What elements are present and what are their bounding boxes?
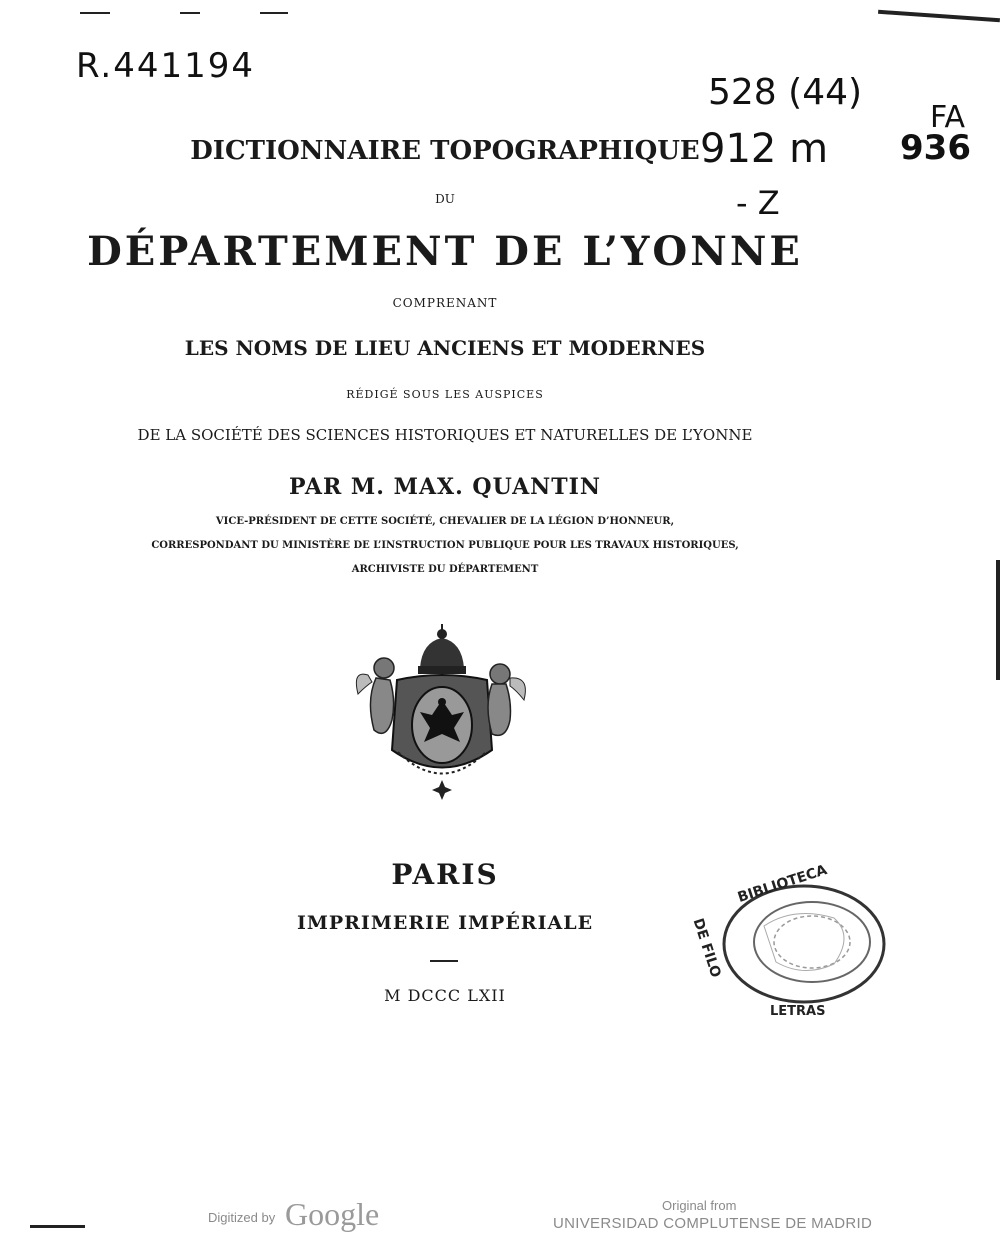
handwritten-code-3: - Z: [736, 184, 780, 222]
institution-label: UNIVERSIDAD COMPLUTENSE DE MADRID: [553, 1215, 873, 1232]
digitized-by-label: Digitized by: [208, 1210, 276, 1225]
societe-line: DE LA SOCIÉTÉ DES SCIENCES HISTORIQUES ET NATURELLES DE L’YONNE: [137, 426, 753, 444]
year: M DCCC LXII: [384, 986, 506, 1005]
scan-mark-top-3: [260, 12, 288, 14]
handwritten-shelfmark: R.441194: [76, 46, 256, 86]
credential-line-2: CORRESPONDANT DU MINISTÈRE DE L’INSTRUCTION PUBLIQUE POUR LES TRAVAUX HISTORIQUES,: [151, 540, 739, 551]
credential-line-3: ARCHIVISTE DU DÉPARTEMENT: [351, 564, 539, 575]
original-from-label: Original from: [662, 1198, 737, 1213]
google-logo: Google: [285, 1196, 380, 1232]
handwritten-code-4-line1: FA: [930, 100, 966, 135]
title-line-1: DICTIONNAIRE TOPOGRAPHIQUE: [190, 136, 700, 166]
subtitle: LES NOMS DE LIEU ANCIENS ET MODERNES: [184, 336, 706, 360]
scan-mark-top-2: [180, 12, 200, 14]
handwritten-code-2: 912 m: [700, 126, 829, 172]
imprint-divider: [430, 960, 458, 962]
imperial-emblem-icon: [352, 620, 532, 805]
redige-label: RÉDIGÉ SOUS LES AUSPICES: [346, 388, 544, 401]
scan-mark-bottom-left: [30, 1225, 85, 1228]
scan-mark-top-1: [80, 12, 110, 14]
comprenant-label: COMPRENANT: [392, 296, 498, 310]
scan-mark-top-right: [878, 10, 1000, 23]
title-main: DÉPARTEMENT DE L’YONNE: [87, 228, 803, 275]
library-stamp-icon: [704, 866, 894, 1026]
scan-mark-right-edge: [996, 560, 1000, 680]
credential-line-1: VICE-PRÉSIDENT DE CETTE SOCIÉTÉ, CHEVALIER DE LA LÉGION D’HONNEUR,: [215, 516, 675, 527]
stamp-text-left: DE FILO: [689, 916, 724, 980]
handwritten-code-1: 528 (44): [708, 72, 863, 113]
stamp-text-bottom: LETRAS: [770, 1004, 826, 1019]
author-line: PAR M. MAX. QUANTIN: [288, 474, 602, 500]
handwritten-code-4-line2: 936: [900, 128, 971, 168]
city: PARIS: [391, 858, 499, 891]
publisher: IMPRIMERIE IMPÉRIALE: [296, 912, 594, 934]
stamp-text-top: BIBLIOTECA: [735, 862, 830, 906]
title-du: DU: [435, 192, 455, 206]
